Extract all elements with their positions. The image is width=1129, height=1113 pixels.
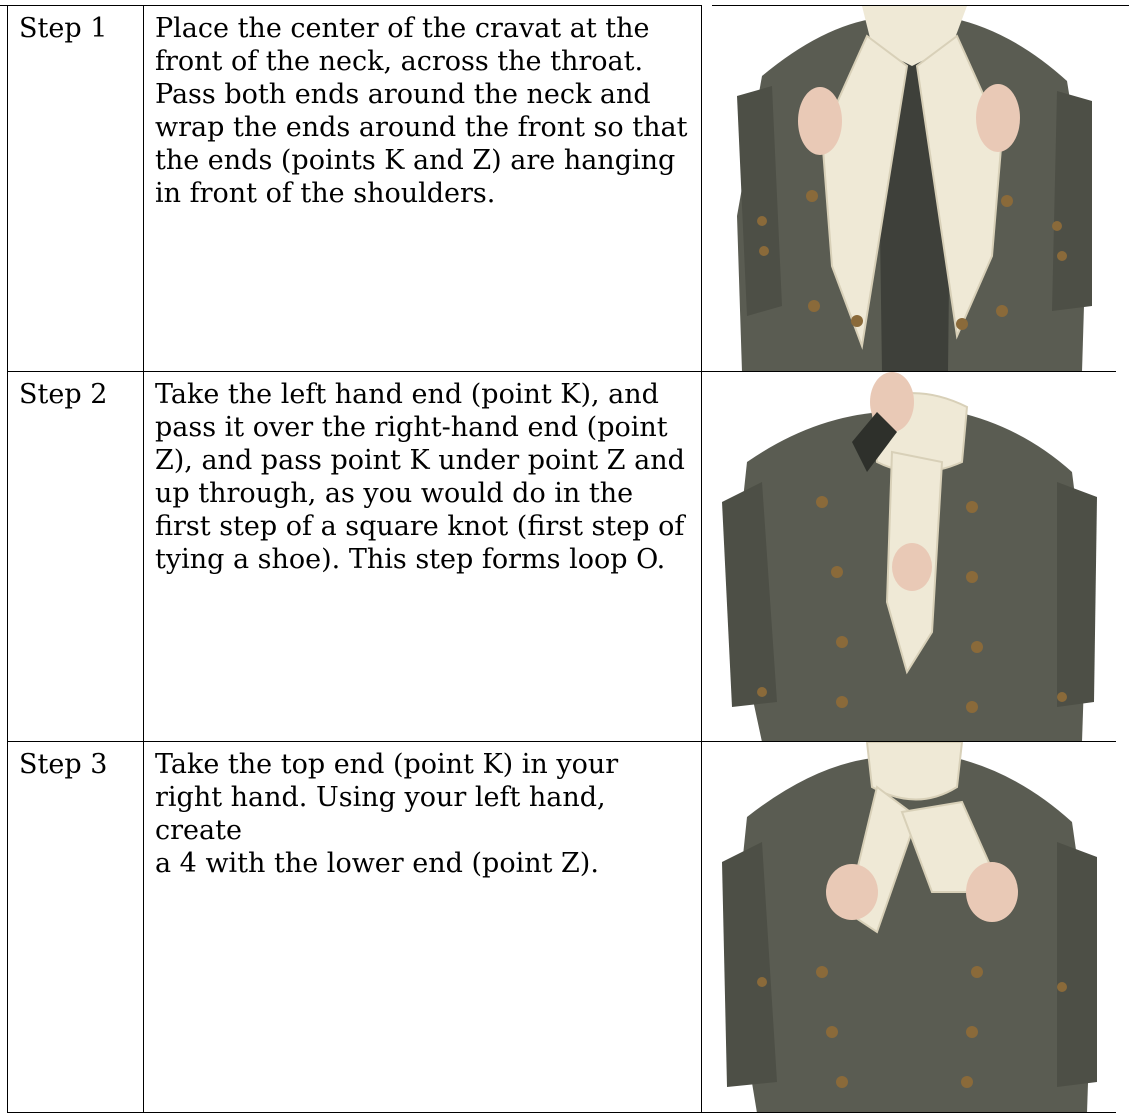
step-3-photo	[702, 742, 1116, 1113]
steps-table	[7, 5, 1116, 1113]
step-label: Step 3	[19, 749, 108, 780]
step-instructions: Take the left hand end (point K), and pass it over the right-hand end (point Z), and pass point K under point Z and up through, as you would do in the first step of a square knot (first step of tying a shoe). This step forms loop O.	[155, 379, 685, 575]
jacket-cravat-photo-1	[702, 6, 1116, 372]
step-2-photo	[702, 372, 1116, 742]
step-label: Step 1	[19, 13, 108, 44]
step-1-photo	[702, 6, 1116, 372]
step-row	[8, 372, 1116, 742]
step-row	[8, 742, 1116, 1113]
step-row	[8, 6, 1116, 372]
jacket-cravat-photo-3	[702, 742, 1116, 1113]
step-label: Step 2	[19, 379, 108, 410]
step-instructions: Place the center of the cravat at the front of the neck, across the throat. Pass both ends around the neck and wrap the ends around the front so that the ends (points K and Z) are hanging in front of the shoulders.	[155, 13, 688, 209]
jacket-cravat-photo-2	[702, 372, 1116, 742]
step-instructions: Take the top end (point K) in your right hand. Using your left hand, create a 4 with the lower end (point Z).	[155, 749, 619, 879]
